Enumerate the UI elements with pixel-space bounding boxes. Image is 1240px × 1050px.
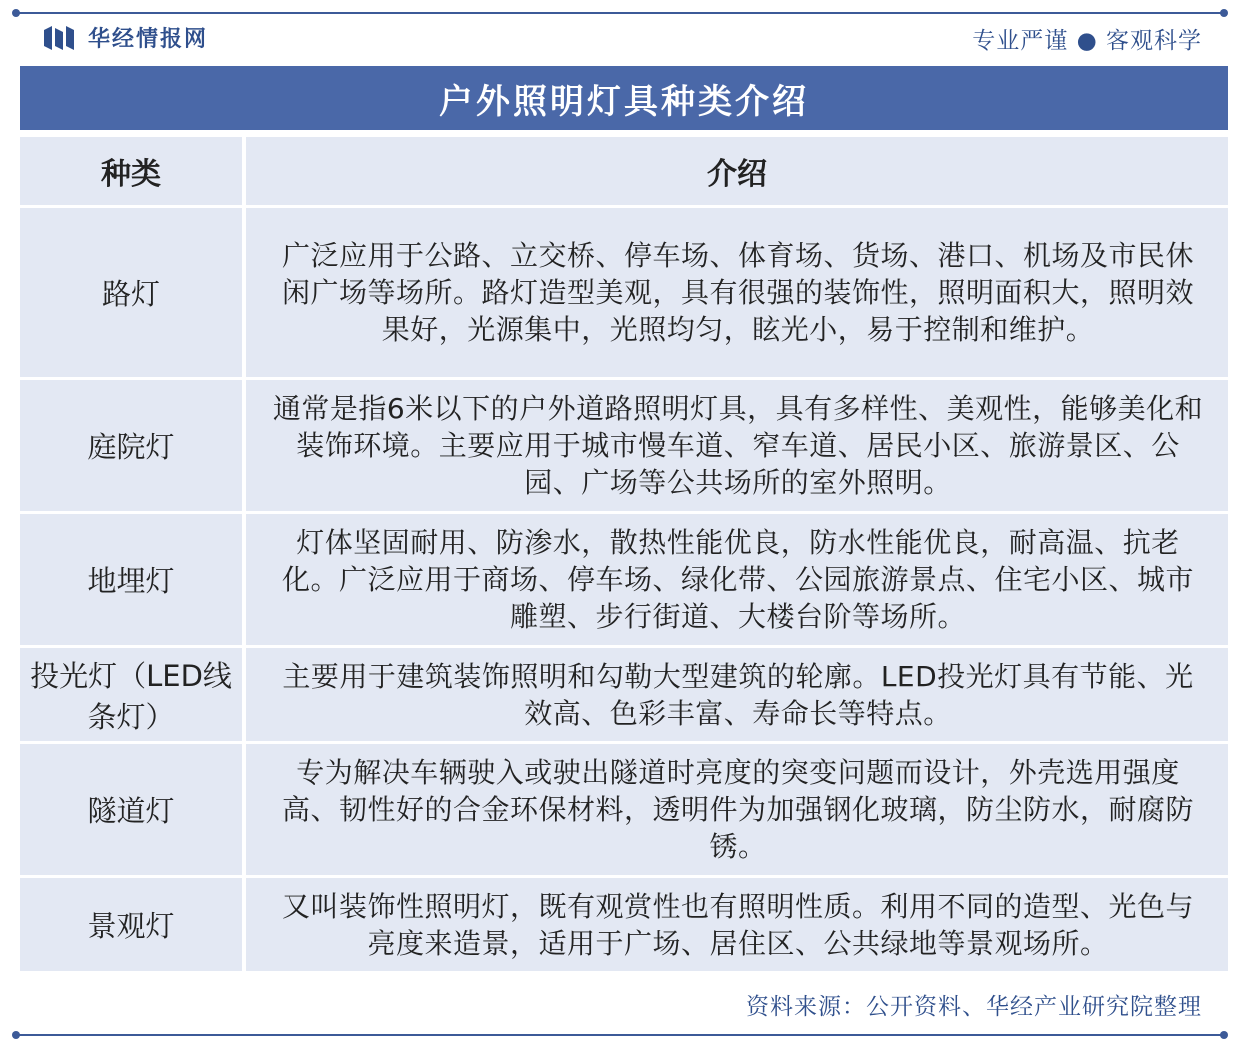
table-row (20, 744, 1228, 875)
source-note: 资料来源：公开资料、华经产业研究院整理 (746, 994, 1202, 1020)
row-desc: 灯体坚固耐用、防渗水，散热性能优良，防水性能优良，耐高温、抗老化。广泛应用于商场、停车场、绿化带、公园旅游景点、住宅小区、城市雕塑、步行街道、大楼台阶等场所。 (246, 514, 1228, 645)
bottom-left-dot (12, 1031, 20, 1039)
table-row (20, 514, 1228, 645)
bottom-right-dot (1220, 1031, 1228, 1039)
table-row (20, 648, 1228, 741)
row-desc: 广泛应用于公路、立交桥、停车场、体育场、货场、港口、机场及市民休闲广场等场所。路灯造型美观，具有很强的装饰性，照明面积大，照明效果好，光源集中，光照均匀，眩光小，易于控制和维护。 (246, 208, 1228, 377)
row-desc: 通常是指6米以下的户外道路照明灯具，具有多样性、美观性，能够美化和装饰环境。主要应用于城市慢车道、窄车道、居民小区、旅游景区、公园、广场等公共场所的室外照明。 (246, 380, 1228, 511)
row-type: 庭院灯 (20, 380, 246, 511)
lighting-types-table (20, 134, 1228, 974)
bottom-divider (16, 1034, 1224, 1036)
top-bar (0, 0, 1240, 62)
row-type: 投光灯（LED线条灯） (20, 648, 246, 741)
brand-name: 华经情报网 (88, 27, 209, 52)
page-title: 户外照明灯具种类介绍 (439, 81, 809, 122)
row-type: 地埋灯 (20, 514, 246, 645)
brand-logo-icon (44, 26, 74, 50)
row-type: 景观灯 (20, 878, 246, 971)
row-desc: 主要用于建筑装饰照明和勾勒大型建筑的轮廓。LED投光灯具有节能、光效高、色彩丰富、寿命长等特点。 (246, 648, 1228, 741)
table-row (20, 208, 1228, 377)
row-desc: 又叫装饰性照明灯，既有观赏性也有照明性质。利用不同的造型、光色与亮度来造景，适用于广场、居住区、公共绿地等景观场所。 (246, 878, 1228, 971)
table-header-row (20, 137, 1228, 205)
header-type: 种类 (20, 137, 246, 205)
header-desc: 介绍 (246, 137, 1228, 205)
brand (44, 22, 208, 53)
row-type: 隧道灯 (20, 744, 246, 875)
title-band (20, 66, 1228, 130)
table-row (20, 380, 1228, 511)
slogan: 专业严谨 ● 客观科学 (972, 28, 1202, 54)
row-type: 路灯 (20, 208, 246, 377)
table-row (20, 878, 1228, 971)
row-desc: 专为解决车辆驶入或驶出隧道时亮度的突变问题而设计，外壳选用强度高、韧性好的合金环保材料，透明件为加强钢化玻璃，防尘防水，耐腐防锈。 (246, 744, 1228, 875)
